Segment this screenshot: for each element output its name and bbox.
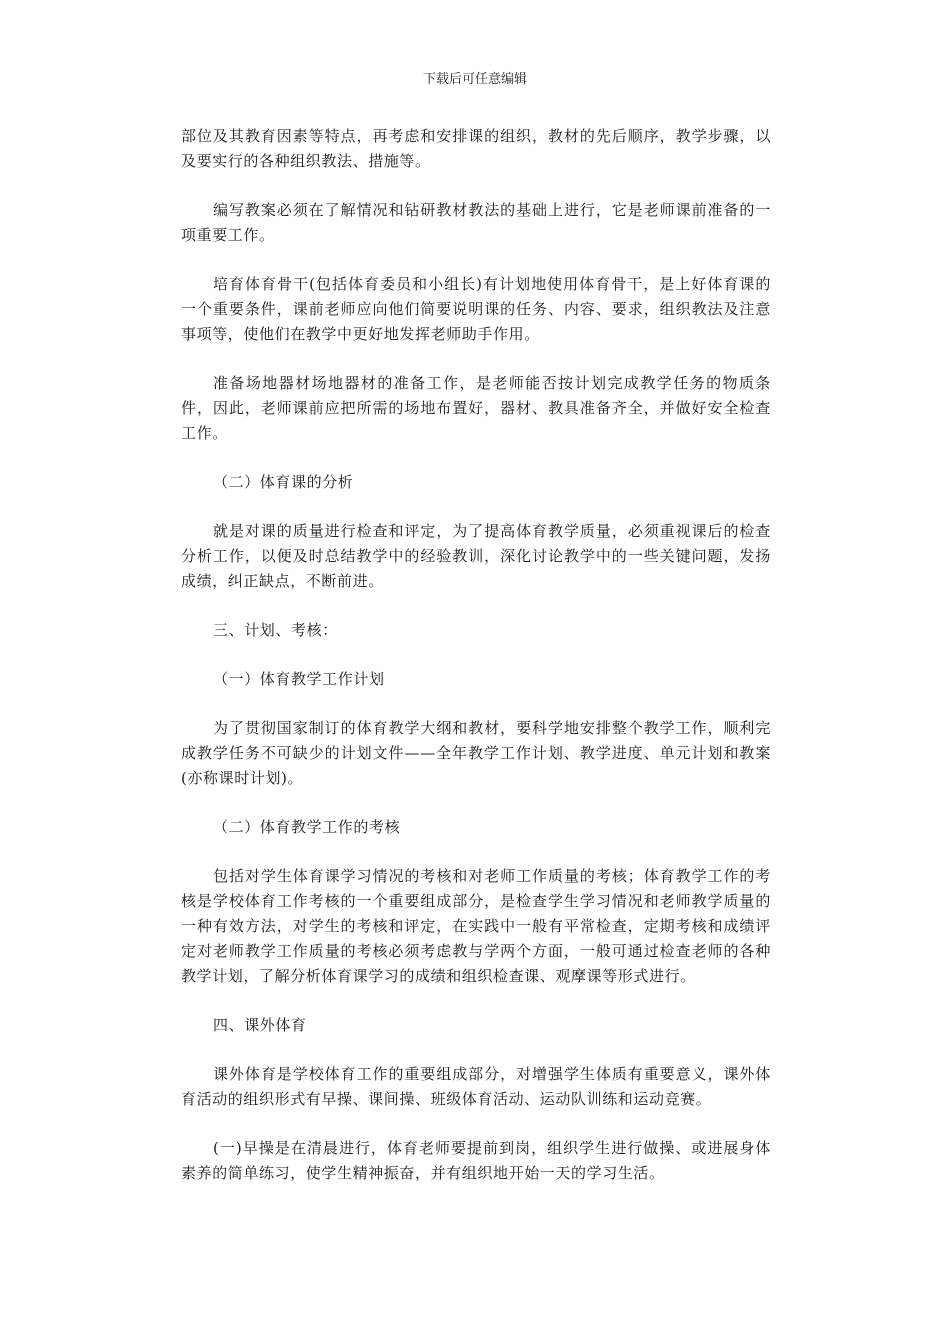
- paragraph-7: 包括对学生体育课学习情况的考核和对老师工作质量的考核；体育教学工作的考核是学校体育工作考核的一个重要组成部分，是检查学生学习情况和老师教学质量的一种有效方法，对学生的考核和评定，在实践中一般有平常检查，定期考核和成绩评定对老师教学工作质量的考核必须考虑教与学两个方面，一般可通过检查老师的各种教学计划，了解分析体育课学习的成绩和组织检查课、观摩课等形式进行。: [181, 867, 771, 985]
- section-heading-analysis: （二）体育课的分析: [213, 473, 354, 491]
- paragraph-3: 培育体育骨干(包括体育委员和小组长)有计划地使用体育骨干，是上好体育课的一个重要条件，课前老师应向他们简要说明课的任务、内容、要求，组织教法及注意事项等，使他们在教学中更好地发挥老师助手作用。: [181, 275, 771, 343]
- section-heading-extracurricular: 四、课外体育: [213, 1016, 307, 1034]
- section-heading-plan: 三、计划、考核：: [213, 621, 338, 639]
- paragraph-5: 就是对课的质量进行检查和评定，为了提高体育教学质量，必须重视课后的检查分析工作，以便及时总结教学中的经验教训，深化讨论教学中的一些关键问题，发扬成绩，纠正缺点，不断前进。: [181, 522, 771, 590]
- paragraph-2: 编写教案必须在了解情况和钻研教材教法的基础上进行，它是老师课前准备的一项重要工作。: [181, 201, 771, 244]
- paragraph-9: (一)早操是在清晨进行，体育老师要提前到岗，组织学生进行做操、或进展身体素养的简单练习，使学生精神振奋，并有组织地开始一天的学习生活。: [181, 1139, 771, 1182]
- page-header: 下载后可任意编辑: [422, 72, 527, 87]
- section-heading-work-plan: （一）体育教学工作计划: [213, 670, 385, 688]
- section-heading-assessment: （二）体育教学工作的考核: [213, 818, 401, 836]
- paragraph-6: 为了贯彻国家制订的体育教学大纲和教材，要科学地安排整个教学工作，顺利完成教学任务不可缺少的计划文件——全年教学工作计划、教学进度、单元计划和教案(亦称课时计划)。: [181, 719, 771, 787]
- paragraph-1: 部位及其教育因素等特点，再考虑和安排课的组织，教材的先后顺序，教学步骤，以及要实行的各种组织教法、措施等。: [181, 127, 771, 170]
- document-body: [181, 124, 771, 1210]
- paragraph-8: 课外体育是学校体育工作的重要组成部分，对增强学生体质有重要意义，课外体育活动的组织形式有早操、课间操、班级体育活动、运动队训练和运动竞赛。: [181, 1065, 771, 1108]
- paragraph-4: 准备场地器材场地器材的准备工作，是老师能否按计划完成教学任务的物质条件，因此，老师课前应把所需的场地布置好，器材、教具准备齐全，并做好安全检查工作。: [181, 374, 771, 442]
